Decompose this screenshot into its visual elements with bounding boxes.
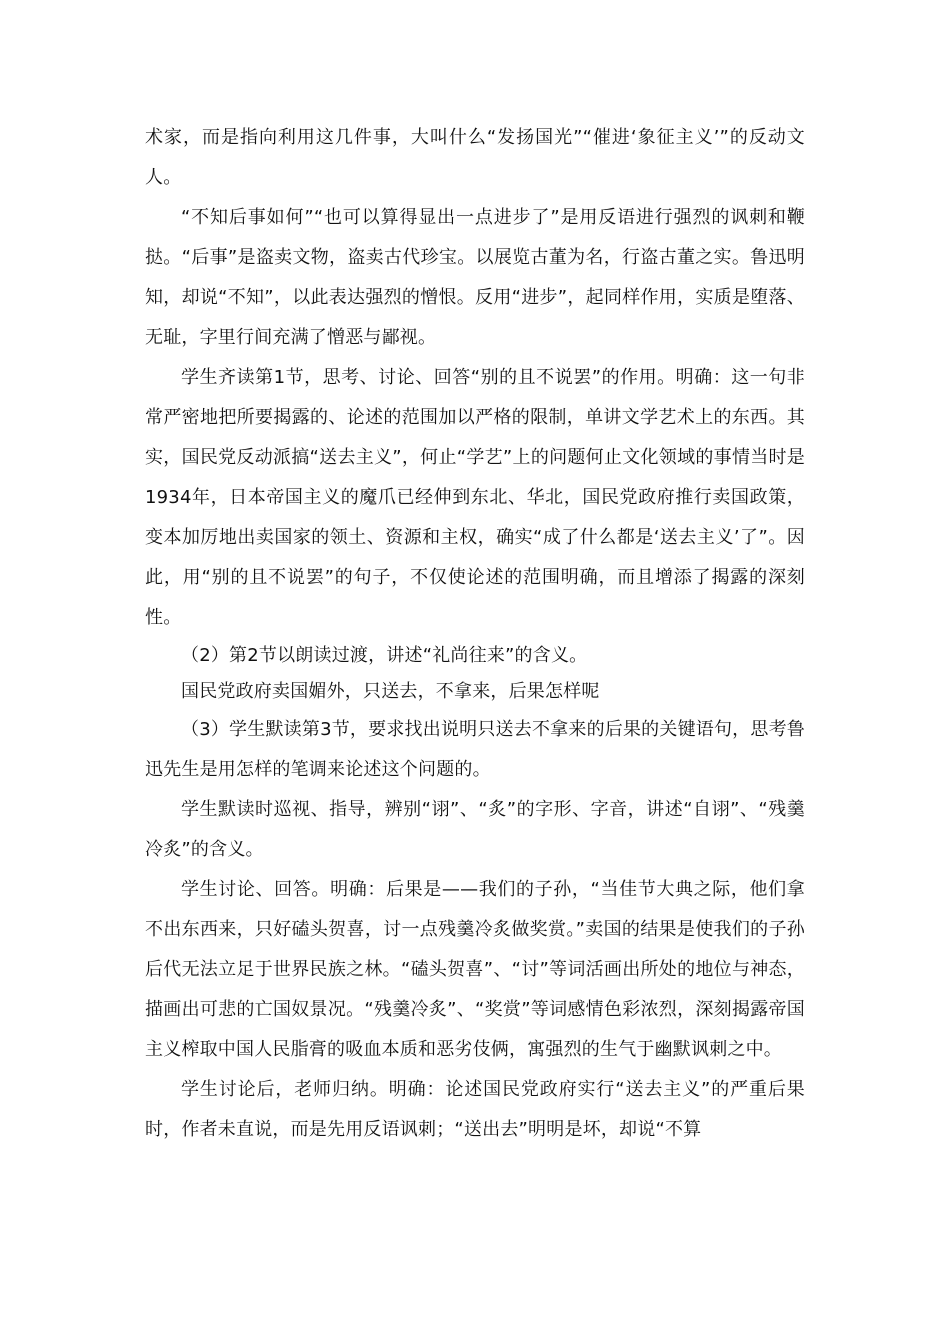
paragraph-6: （3）学生默读第3节，要求找出说明只送去不拿来的后果的关键语句，思考鲁迅先生是用怎样的笔调来论述这个问题的。 xyxy=(145,719,805,780)
paragraph-2: “不知后事如何”“也可以算得显出一点进步了”是用反语进行强烈的讽刺和鞭挞。“后事”是盗卖文物，盗卖古代珍宝。以展览古董为名，行盗古董之实。鲁迅明知，却说“不知”，以此表达强烈的憎恨。反用“进步”，起同样作用，实质是堕落、无耻，字里行间充满了憎恶与鄙视。 xyxy=(145,207,805,348)
paragraph-8: 学生讨论、回答。明确：后果是——我们的子孙，“当佳节大典之际，他们拿不出东西来，只好磕头贺喜，讨一点残羹冷炙做奖赏。”卖国的结果是使我们的子孙后代无法立足于世界民族之林。“磕头贺喜”、“讨”等词活画出所处的地位与神态，描画出可悲的亡国奴景况。“残羹冷炙”、“奖赏”等词感情色彩浓烈，深刻揭露帝国主义榨取中国人民脂膏的吸血本质和恶劣伎俩，寓强烈的生气于幽默讽刺之中。 xyxy=(145,879,805,1060)
document-body xyxy=(145,118,805,1150)
paragraph-3: 学生齐读第1节，思考、讨论、回答“别的且不说罢”的作用。明确：这一句非常严密地把所要揭露的、论述的范围加以严格的限制，单讲文学艺术上的东西。其实，国民党反动派搞“送去主义”，何止“学艺”上的问题何止文化领域的事情当时是1934年，日本帝国主义的魔爪已经伸到东北、华北，国民党政府推行卖国政策，变本加厉地出卖国家的领土、资源和主权，确实“成了什么都是‘送去主义’了”。因此，用“别的且不说罢”的句子，不仅使论述的范围明确，而且增添了揭露的深刻性。 xyxy=(145,367,805,628)
paragraph-7: 学生默读时巡视、指导，辨别“诩”、“炙”的字形、字音，讲述“自诩”、“残羹冷炙”的含义。 xyxy=(145,799,805,860)
paragraph-9: 学生讨论后，老师归纳。明确：论述国民党政府实行“送去主义”的严重后果时，作者未直说，而是先用反语讽刺；“送出去”明明是坏，却说“不算 xyxy=(145,1079,805,1140)
paragraph-5: 国民党政府卖国媚外，只送去，不拿来，后果怎样呢 xyxy=(181,681,600,702)
paragraph-4: （2）第2节以朗读过渡，讲述“礼尚往来”的含义。 xyxy=(181,645,588,666)
paragraph-1: 术家，而是指向利用这几件事，大叫什么“发扬国光”“催进‘象征主义’”的反动文人。 xyxy=(145,127,805,188)
